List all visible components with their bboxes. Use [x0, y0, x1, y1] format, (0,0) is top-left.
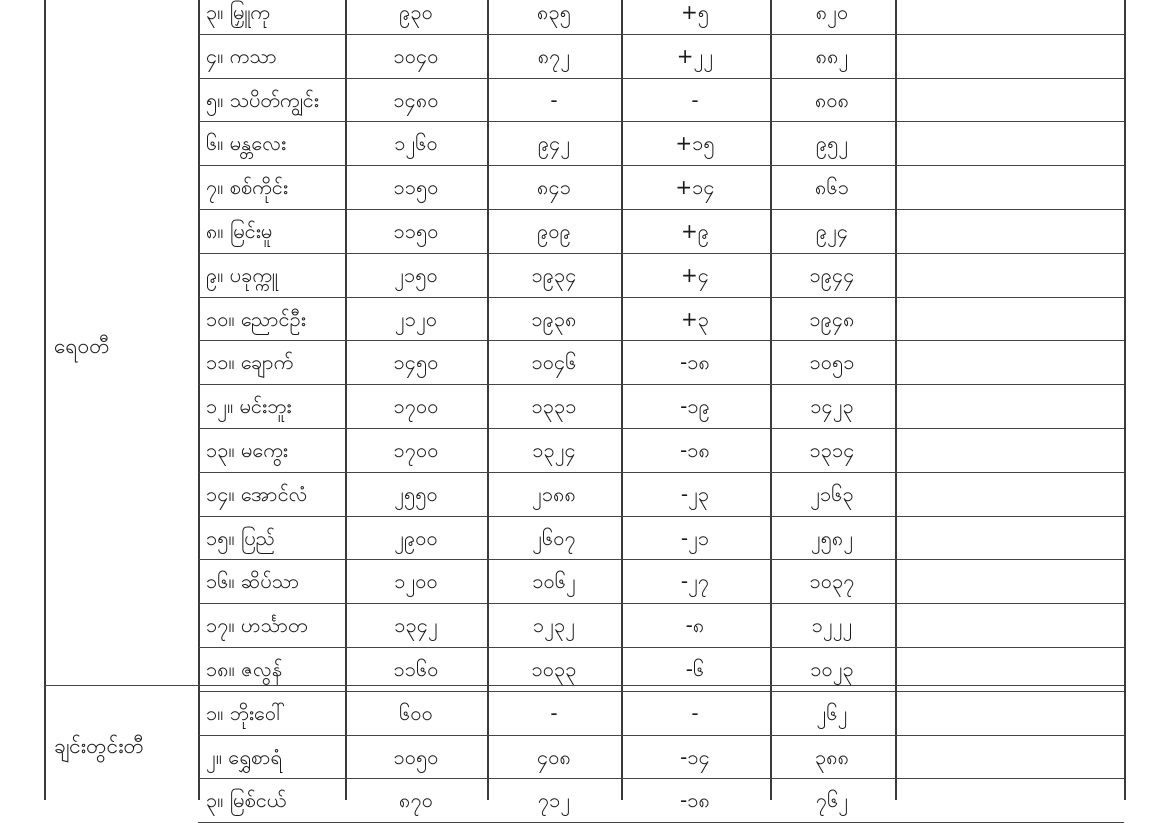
value-c1: ၁၃၄၂ [394, 613, 438, 638]
value-c3: -၈ [685, 613, 705, 638]
value-c4: ၈၆၁ [815, 175, 849, 200]
row-separator [198, 253, 1124, 254]
value-c1: ၂၁၅၀ [394, 262, 438, 287]
value-c2: ၁၉၃၄ [531, 262, 577, 287]
station-name: ၅။ သပိတ်ကျွင်း [206, 87, 319, 112]
value-c3: - [691, 700, 699, 725]
row-separator [198, 472, 1124, 473]
value-c3: -၁၈ [680, 350, 710, 375]
row-separator [198, 516, 1124, 517]
value-c2: ၂၆၀၇ [532, 525, 576, 550]
value-c2: - [550, 700, 558, 725]
row-separator [198, 428, 1124, 429]
value-c1: ၂၉၀၀ [394, 525, 438, 550]
value-c1: ၁၁၅၀ [393, 218, 439, 243]
column-divider-name [198, 0, 200, 800]
value-c2: ၉၄၂ [537, 131, 571, 156]
station-name: ၆။ မန္တလေး [206, 131, 287, 156]
row-separator [198, 34, 1124, 35]
value-c2: ၈၄၁ [537, 175, 571, 200]
value-c3: -၁၉ [680, 394, 710, 419]
value-c2: ၁၃၃၁ [531, 394, 577, 419]
row-separator [198, 340, 1124, 341]
value-c4: ၈၀၈ [814, 87, 850, 112]
station-name: ၃။ မြစ်ငယ် [206, 788, 287, 813]
value-c4: ၃၈၈ [814, 744, 850, 769]
station-name: ၉။ ပခုက္ကူ [206, 262, 278, 287]
value-c1: ၂၅၅၀ [394, 481, 438, 506]
value-c4: ၉၂၄ [815, 218, 849, 243]
table-left-border [44, 0, 46, 800]
column-divider-c1 [345, 0, 347, 800]
value-c3: +၄ [680, 262, 710, 287]
value-c2: ၇၁၂ [537, 788, 571, 813]
river-group-label: ချင်းတွင်းတီ [54, 734, 144, 759]
value-c2: ၁၀၄၆ [531, 350, 577, 375]
value-c2: ၁၃၂၄ [532, 437, 576, 462]
station-name: ၁၁။ ချောက် [206, 350, 294, 375]
value-c4: ၇၆၂ [815, 788, 849, 813]
value-c2: ၉၀၉ [537, 218, 571, 243]
value-c1: ၁၇၀၀ [393, 437, 439, 462]
value-c1: ၁၇၀၀ [393, 394, 439, 419]
value-c2: ၈၃၅ [537, 0, 571, 24]
value-c1: ၁၁၆၀ [393, 656, 439, 681]
value-c4: ၁၉၄၈ [809, 306, 855, 331]
value-c3: -၂၁ [680, 525, 710, 550]
station-name: ၁။ ဘိုးဝေါ် [206, 700, 286, 725]
row-separator [198, 603, 1124, 604]
value-c1: ၈၇၀ [399, 788, 433, 813]
value-c4: ၁၀၃၇ [809, 569, 855, 594]
station-name: ၁၈။ ဇလွန် [206, 656, 283, 681]
value-c4: ၁၄၂၃ [810, 394, 854, 419]
station-name: ၂။ ရွှေစာရံ [206, 744, 282, 769]
value-c2: - [550, 87, 558, 112]
value-c3: -၂၃ [680, 481, 710, 506]
value-c3: -၁၄ [680, 744, 710, 769]
value-c2: ၂၁၈၈ [532, 481, 576, 506]
value-c3: - [691, 87, 699, 112]
value-c3: -၂၇ [680, 569, 710, 594]
value-c4: ၉၅၂ [815, 131, 849, 156]
table-right-border [1124, 0, 1126, 800]
value-c4: ၂၅၈၂ [810, 525, 854, 550]
value-c3: -၆ [685, 656, 705, 681]
value-c4: ၈၂၀ [815, 0, 849, 24]
row-separator [198, 735, 1124, 736]
column-divider-c2 [487, 0, 489, 800]
row-separator [198, 384, 1124, 385]
value-c3: +၃ [680, 306, 710, 331]
value-c3: -၁၈ [680, 788, 710, 813]
station-name: ၈။ မြင်းမူ [206, 218, 273, 243]
value-c1: ၉၃၀ [399, 0, 433, 24]
value-c1: ၁၀၅၀ [393, 744, 439, 769]
row-separator [198, 778, 1124, 779]
value-c3: +၁၄ [675, 175, 715, 200]
value-c2: ၁၀၆၂ [532, 569, 576, 594]
station-name: ၄။ ကသာ [206, 43, 277, 68]
value-c1: ၁၂၀၀ [394, 569, 438, 594]
value-c1: ၁၄၅၀ [393, 350, 439, 375]
value-c2: ၁၀၃၃ [531, 656, 577, 681]
value-c4: ၈၈၂ [815, 43, 849, 68]
value-c2: ၁၂၃၂ [532, 613, 576, 638]
value-c2: ၄၀၈ [537, 744, 571, 769]
value-c1: ၆၀၀ [399, 700, 433, 725]
value-c1: ၁၁၅၀ [393, 175, 439, 200]
row-separator [198, 647, 1124, 648]
row-separator [198, 165, 1124, 166]
row-separator [198, 297, 1124, 298]
value-c3: +၉ [680, 218, 710, 243]
station-name: ၁၆။ ဆိပ်သာ [206, 569, 300, 594]
value-c3: +၂၂ [676, 43, 714, 68]
row-separator [198, 78, 1124, 79]
station-name: ၁၃။ မကွေး [206, 437, 288, 462]
value-c4: ၁၀၂၃ [810, 656, 854, 681]
row-separator [198, 691, 1124, 692]
row-separator [198, 209, 1124, 210]
value-c1: ၁၀၄၀ [393, 43, 439, 68]
column-divider-c5 [895, 0, 897, 800]
station-name: ၁၇။ ဟင်္သာတ [206, 613, 308, 638]
value-c1: ၂၁၂၀ [394, 306, 438, 331]
station-name: ၁၀။ ညောင်ဦး [206, 306, 306, 331]
river-group-label: ရေဝတီ [54, 334, 110, 359]
column-divider-c4 [770, 0, 772, 800]
value-c4: ၁၀၅၁ [809, 350, 855, 375]
value-c3: +၁၅ [675, 131, 715, 156]
value-c3: +၅ [680, 0, 710, 24]
value-c1: ၁၂၆၀ [394, 131, 438, 156]
row-separator [198, 121, 1124, 122]
station-name: ၁၄။ အောင်လံ [206, 481, 308, 506]
group-separator [44, 685, 1124, 686]
station-name: ၇။ စစ်ကိုင်း [206, 175, 288, 200]
value-c4: ၁၂၂၂ [811, 613, 853, 638]
station-name: ၁၂။ မင်းဘူး [206, 394, 292, 419]
row-separator [198, 559, 1124, 560]
value-c4: ၁၉၄၄ [809, 262, 855, 287]
station-name: ၁၅။ ပြည် [206, 525, 276, 550]
value-c2: ၈၇၂ [537, 43, 571, 68]
value-c4: ၁၃၁၄ [809, 437, 855, 462]
value-c2: ၁၉၃၈ [531, 306, 577, 331]
value-c4: ၂၆၂ [816, 700, 848, 725]
column-divider-c3 [621, 0, 623, 800]
value-c1: ၁၄၈၀ [393, 87, 439, 112]
value-c4: ၂၁၆၃ [810, 481, 854, 506]
value-c3: -၁၈ [680, 437, 710, 462]
station-name: ၃။ မြှူကု [206, 0, 270, 24]
